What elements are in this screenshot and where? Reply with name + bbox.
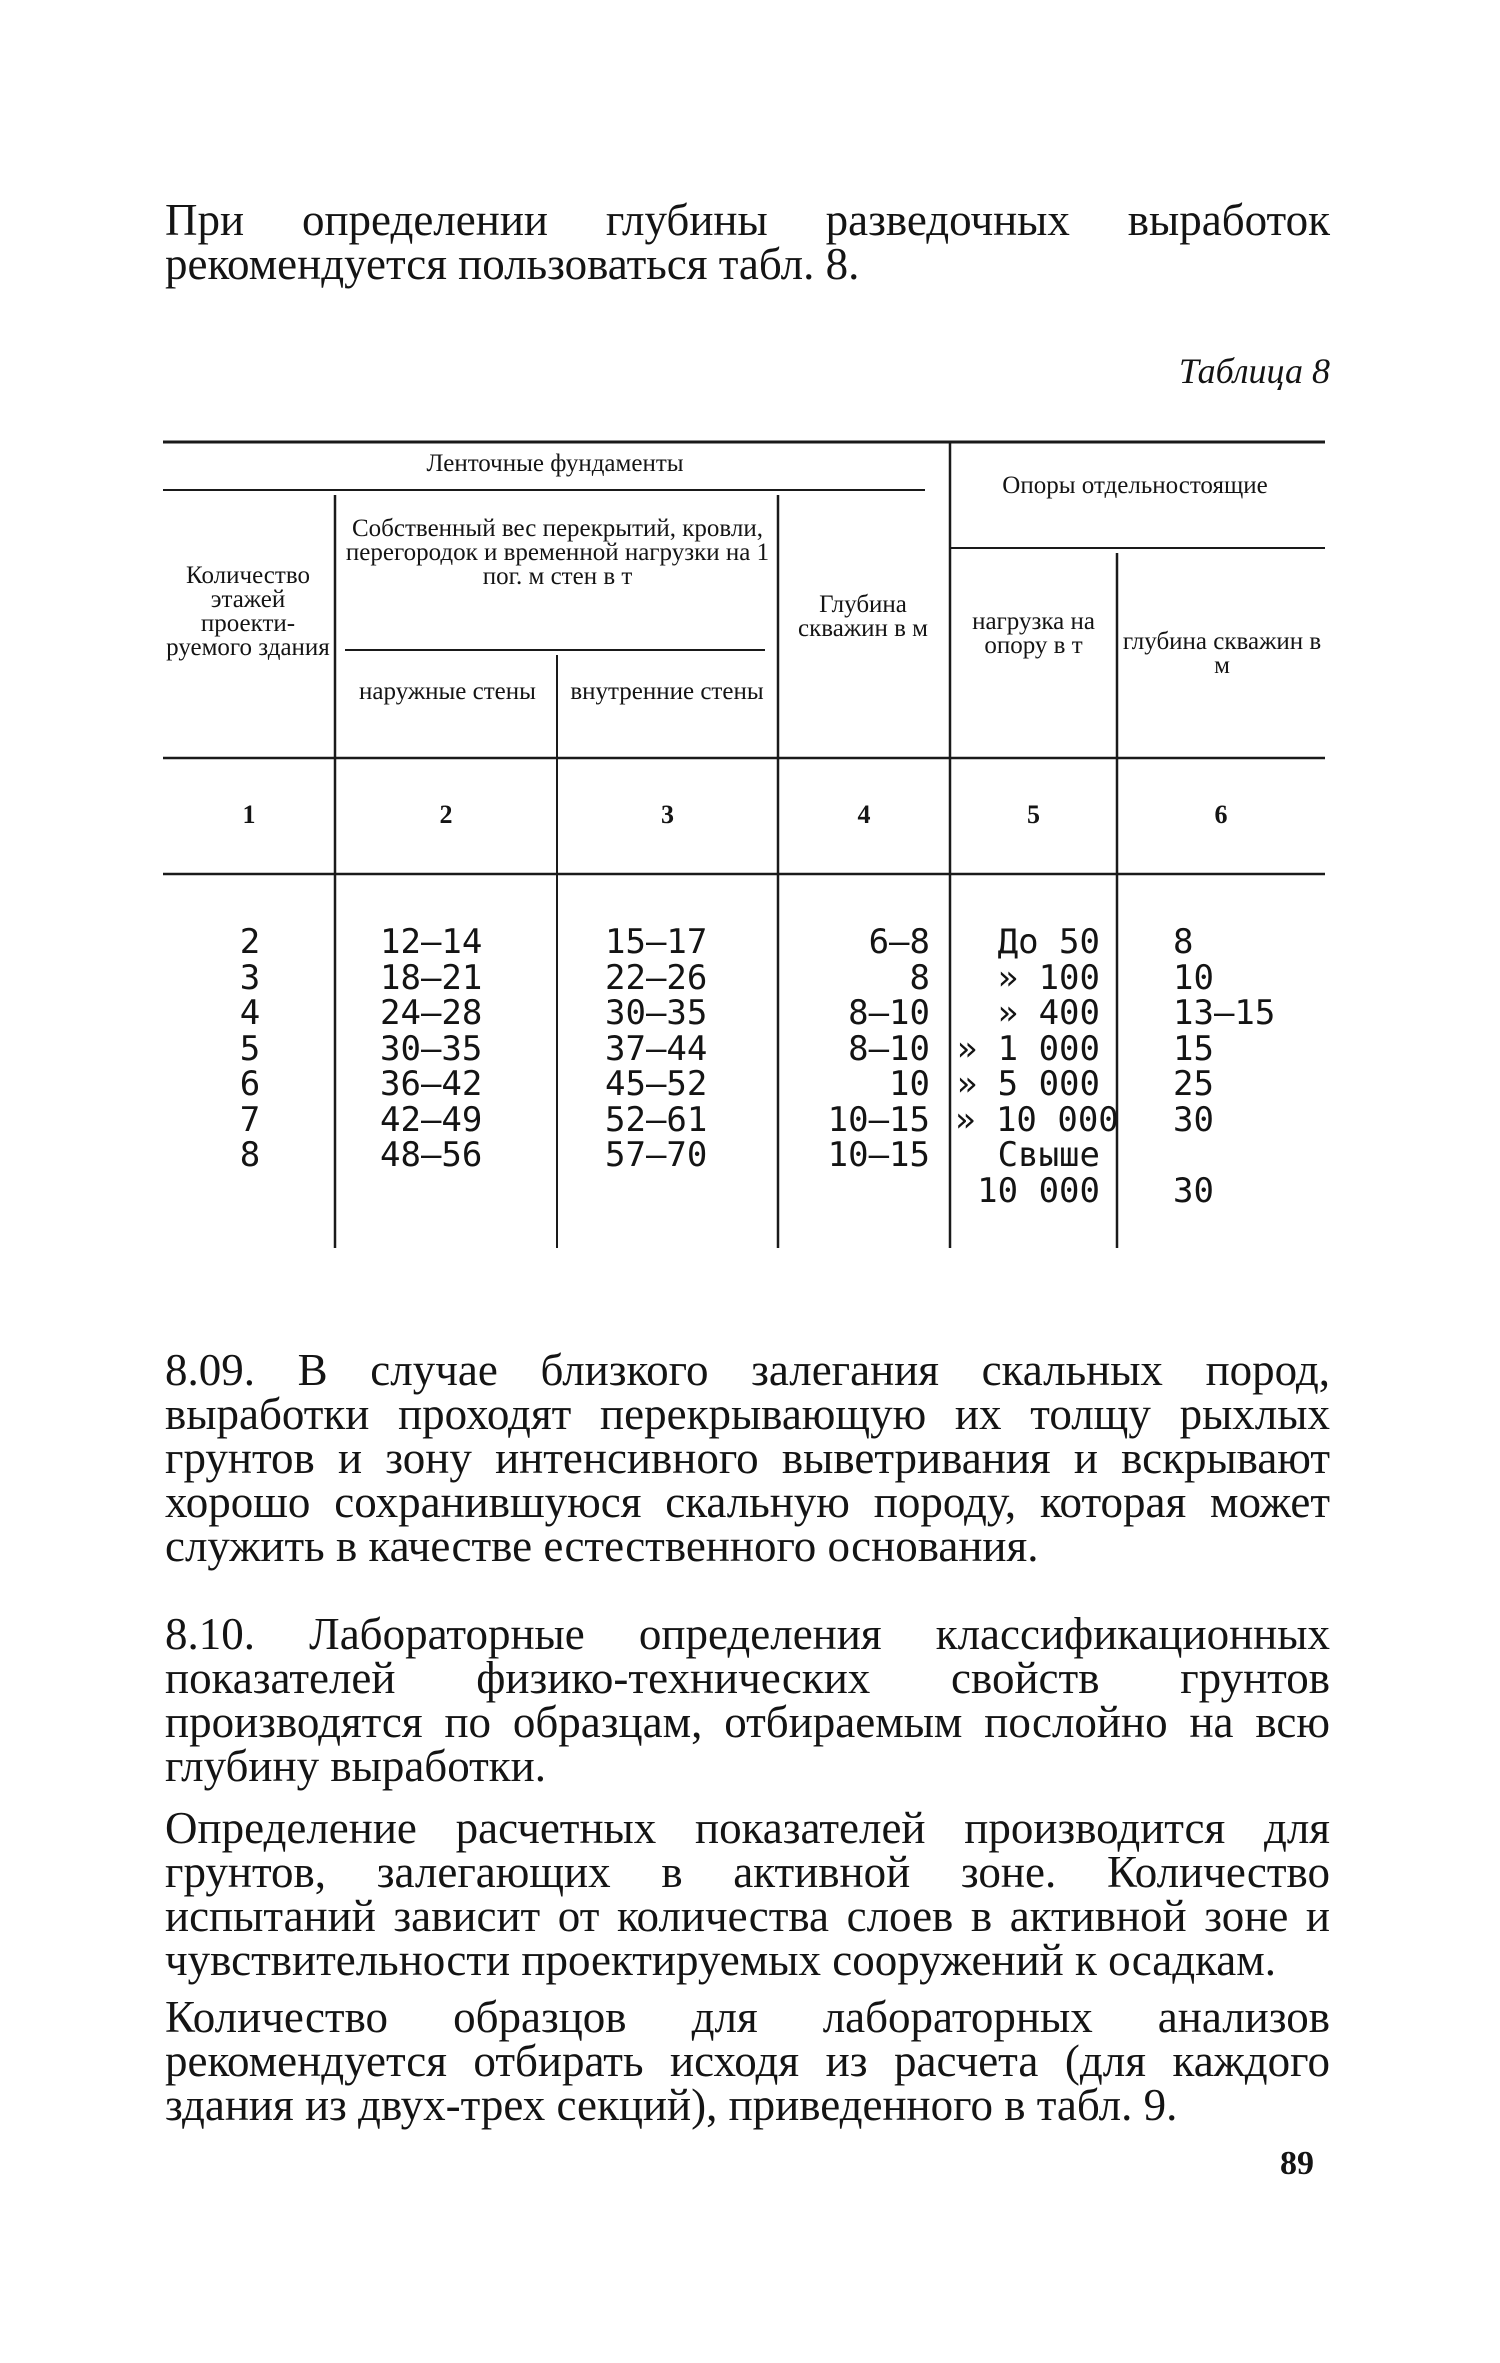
header-support-depth: глубина скважин в м [1122, 628, 1322, 679]
floors-column: 2 3 4 5 6 7 8 [239, 922, 261, 1175]
header-outer-walls: наружные стены [359, 678, 536, 705]
header-strip-foundations: Ленточные фундаменты [426, 450, 684, 477]
support-load-column: До 50 » 100 » 400 » 1 000 » 5 000 » 10 000 Свыше 10 000 [955, 922, 1119, 1211]
column-number: 2 [439, 800, 453, 829]
inner-walls-column: 15—17 22—26 30—35 37—44 45—52 52—61 57—70 [605, 922, 708, 1175]
support-depth-column: 8 10 13—15 15 25 30 30 [1173, 922, 1276, 1211]
page-number: 89 [1280, 2145, 1314, 2182]
paragraph-sample-count: Количество образцов для лабораторных анализов рекомендуется отбирать исходя из расчета (для каждого здания из двух-трех секций), приведенного в табл. 9. [165, 1992, 1330, 2130]
strip-depth-column: 6—8 8 8—10 8—10 10 10—15 10—15 [827, 922, 930, 1175]
outer-walls-column: 12—14 18—21 24—28 30—35 36—42 42—49 48—56 [380, 922, 483, 1175]
paragraph-8-09: 8.09. В случае близкого залегания скальных пород, выработки проходят перекрывающую их толщу рыхлых грунтов и зону интенсивного выветривания и вскрывают хорошо сохранившуюся скальную породу, которая может служить в качестве естественного основания. [165, 1345, 1330, 1571]
column-number: 5 [1027, 800, 1040, 829]
paragraph-calculated-indices: Определение расчетных показателей производится для грунтов, залегающих в активной зоне. Количество испытаний зависит от количества слоев в активной зоне и чувствительности проектируемых сооружений к осадкам. [165, 1803, 1330, 1985]
intro-paragraph: При определении глубины разведочных выработок рекомендуется пользоваться табл. 8. [165, 195, 1330, 289]
column-number: 1 [242, 800, 256, 829]
header-strip-depth: Глубина скважин в м [798, 591, 928, 642]
header-floor-count: Количество этажей проекти-руемого здания [166, 562, 330, 661]
table-caption: Таблица 8 [1178, 351, 1330, 391]
header-support-load: нагрузка на опору в т [972, 608, 1095, 659]
paragraph-8-10: 8.10. Лабораторные определения классификационных показателей физико-технических свойств грунтов производятся по образцам, отбираемым послойно на всю глубину выработки. [165, 1609, 1330, 1791]
header-inner-walls: внутренние стены [570, 678, 764, 705]
column-number: 4 [857, 800, 871, 829]
header-dead-load: Собственный вес перекрытий, кровли, перегородок и временной нагрузки на 1 пог. м стен в т [345, 515, 770, 590]
column-number: 3 [661, 800, 674, 829]
header-column-supports: Опоры отдельностоящие [1002, 472, 1268, 499]
column-number: 6 [1214, 800, 1228, 829]
